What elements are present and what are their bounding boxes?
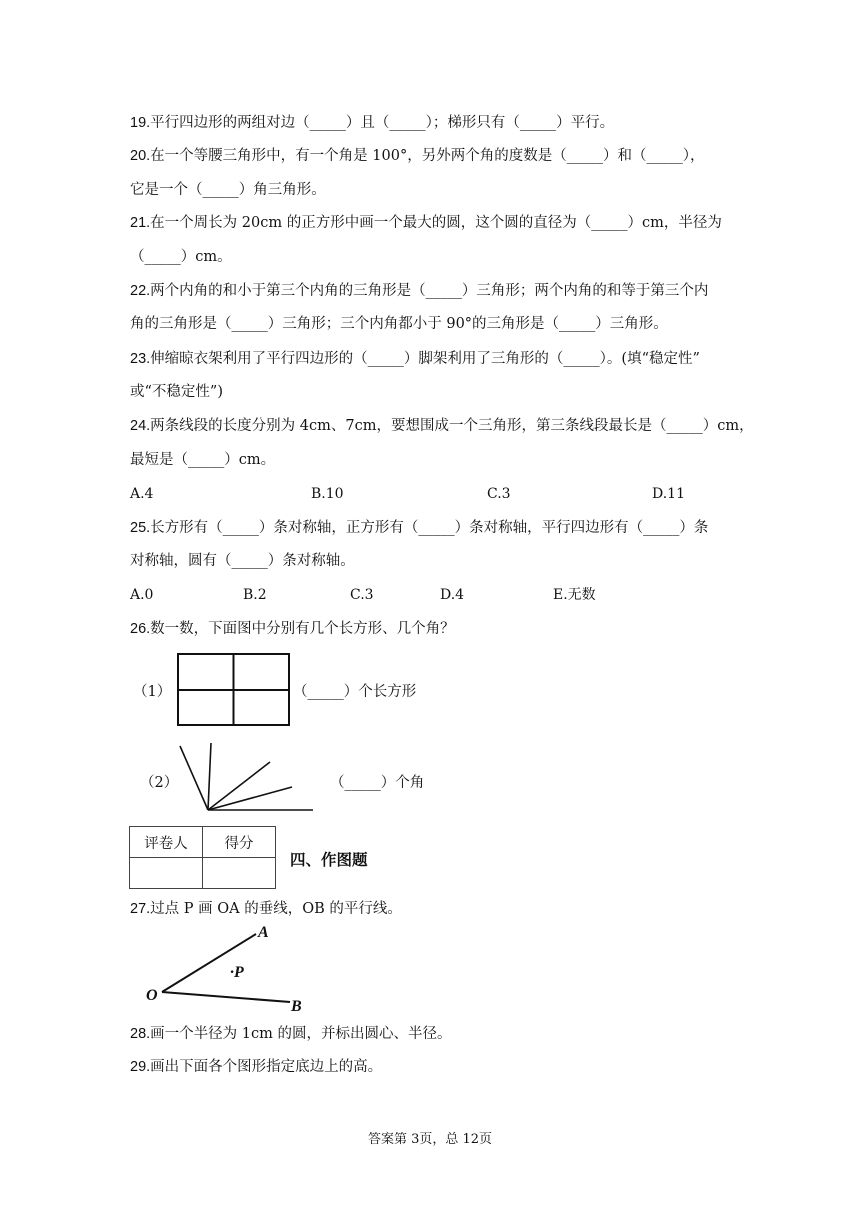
q26-part2-label: （2） bbox=[140, 775, 179, 791]
q28-line: 28.画一个半径为 1cm 的圆，并标出圆心、半径。 bbox=[130, 1026, 452, 1042]
q25-option-d: D.4 bbox=[440, 587, 465, 603]
point-b-label: B bbox=[291, 998, 302, 1015]
q22-line-cont: 角的三角形是（_____）三角形；三个内角都小于 90°的三角形是（_____）三角形。 bbox=[130, 316, 668, 332]
q25-option-b: B.2 bbox=[243, 587, 267, 603]
q25-line-cont: 对称轴，圆有（_____）条对称轴。 bbox=[130, 553, 355, 569]
q24-option-a: A.4 bbox=[130, 486, 154, 502]
q26-part1-label: （1） bbox=[133, 684, 172, 700]
q27-figure bbox=[140, 918, 330, 1018]
score-table bbox=[129, 826, 276, 889]
score-cell[interactable] bbox=[203, 858, 276, 889]
q25-option-e: E.无数 bbox=[553, 587, 596, 603]
q26-part1-answer: （_____）个长方形 bbox=[293, 684, 417, 700]
q23-line-cont: 或“不稳定性”) bbox=[130, 384, 223, 400]
q24-option-b: B.10 bbox=[311, 486, 344, 502]
section-title: 四、作图题 bbox=[290, 851, 368, 869]
q24-option-d: D.11 bbox=[652, 486, 685, 502]
q24-line-cont: 最短是（_____）cm。 bbox=[130, 452, 276, 468]
q25-option-c: C.3 bbox=[350, 587, 374, 603]
q29-line: 29.画出下面各个图形指定底边上的高。 bbox=[130, 1059, 383, 1075]
q25-line: 25.长方形有（_____）条对称轴，正方形有（_____）条对称轴，平行四边形有（_____）条 bbox=[130, 520, 709, 536]
q25-option-a: A.0 bbox=[130, 587, 154, 603]
q24-option-c: C.3 bbox=[487, 486, 511, 502]
point-o-label: O bbox=[146, 987, 158, 1004]
q26-line: 26.数一数，下面图中分别有几个长方形、几个角？ bbox=[130, 621, 455, 637]
reviewer-header: 评卷人 bbox=[130, 827, 203, 858]
point-p-label: ·P bbox=[230, 964, 244, 981]
q22-line: 22.两个内角的和小于第三个内角的三角形是（_____）三角形；两个内角的和等于第三个内 bbox=[130, 283, 709, 299]
angles-figure bbox=[170, 740, 320, 816]
q21-line-cont: （_____）cm。 bbox=[130, 249, 232, 265]
page-footer: 答案第 3页，总 12页 bbox=[367, 1132, 493, 1147]
q24-line: 24.两条线段的长度分别为 4cm、7cm，要想围成一个三角形，第三条线段最长是（_____）cm， bbox=[130, 418, 754, 434]
score-header: 得分 bbox=[203, 827, 276, 858]
rectangle-grid-figure bbox=[176, 652, 292, 728]
q19-line: 19.平行四边形的两组对边（_____）且（_____）；梯形只有（_____）平行。 bbox=[130, 115, 615, 131]
q27-line: 27.过点 P 画 OA 的垂线，OB 的平行线。 bbox=[130, 901, 402, 917]
q20-line: 20.在一个等腰三角形中，有一个角是 100°，另外两个角的度数是（_____）和（_____）， bbox=[130, 148, 705, 164]
q23-line: 23.伸缩晾衣架利用了平行四边形的（_____）脚架利用了三角形的（_____）。(填“稳定性” bbox=[130, 351, 700, 367]
q26-part2-answer: （_____）个角 bbox=[330, 775, 425, 791]
q21-line: 21.在一个周长为 20cm 的正方形中画一个最大的圆，这个圆的直径为（_____）cm，半径为 bbox=[130, 215, 722, 231]
reviewer-cell[interactable] bbox=[130, 858, 203, 889]
point-a-label: A bbox=[258, 924, 269, 941]
q20-line-cont: 它是一个（_____）角三角形。 bbox=[130, 182, 326, 198]
